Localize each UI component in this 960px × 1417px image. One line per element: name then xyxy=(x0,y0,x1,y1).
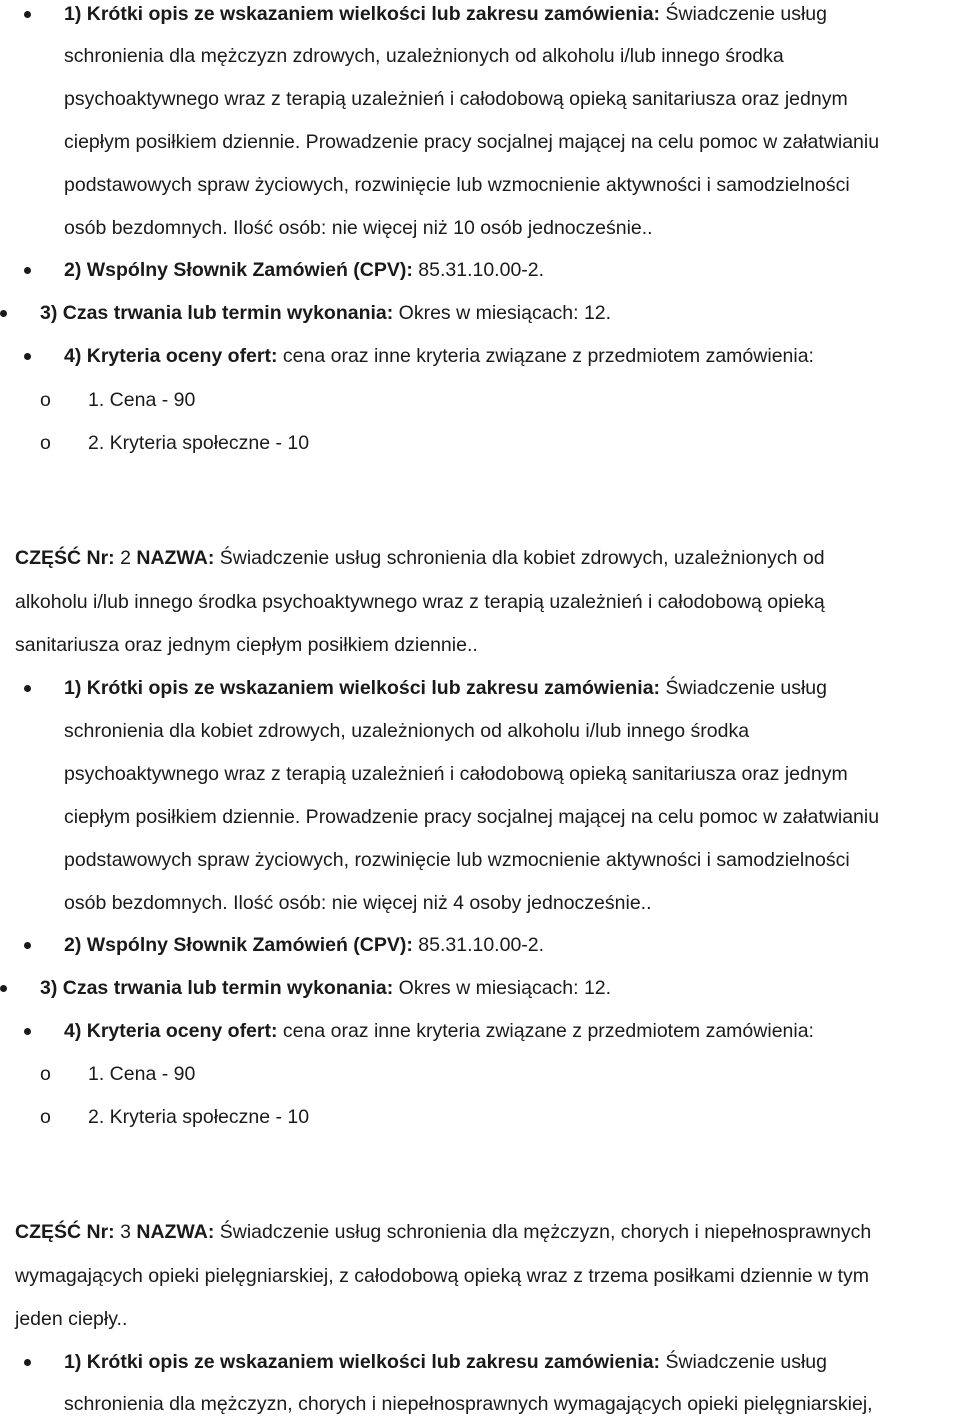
p1-item1-line5: podstawowych spraw życiowych, rozwinięcie lub wzmocnienie aktywności i samodzielności xyxy=(64,174,850,196)
p1-criterion-2: 2. Kryteria społeczne - 10 xyxy=(88,432,310,454)
p1-item1-line6: osób bezdomnych. Ilość osób: nie więcej niż 10 osób jednocześnie.. xyxy=(64,217,653,239)
p1-item2: 2) Wspólny Słownik Zamówień (CPV): 85.31.10.00-2. xyxy=(64,259,545,281)
bullet xyxy=(0,310,7,317)
p3-header-line3: jeden ciepły.. xyxy=(15,1308,128,1330)
bullet xyxy=(24,1359,31,1366)
p2-header-line2: alkoholu i/lub innego środka psychoaktywnego wraz z terapią uzależnień i całodobową opieką xyxy=(15,591,825,613)
bullet xyxy=(24,685,31,692)
p2-item1-line3: psychoaktywnego wraz z terapią uzależnień i całodobową opieką sanitariusza oraz jednym xyxy=(64,763,848,785)
p2-criterion-2: 2. Kryteria społeczne - 10 xyxy=(88,1106,310,1128)
p2-item1-line1: 1) Krótki opis ze wskazaniem wielkości lub zakresu zamówienia: Świadczenie usług xyxy=(64,677,827,699)
p1-item1-heading: 1) Krótki opis ze wskazaniem wielkości lub zakresu zamówienia: xyxy=(64,3,661,25)
circle-bullet: o xyxy=(40,1063,51,1085)
p1-item1-line2: schronienia dla mężczyzn zdrowych, uzależnionych od alkoholu i/lub innego środka xyxy=(64,45,784,67)
p3-item1-line1: 1) Krótki opis ze wskazaniem wielkości lub zakresu zamówienia: Świadczenie usług xyxy=(64,1351,827,1373)
p2-criterion-1: 1. Cena - 90 xyxy=(88,1063,196,1085)
circle-bullet: o xyxy=(40,389,51,411)
bullet xyxy=(24,353,31,360)
p2-item1-line2: schronienia dla kobiet zdrowych, uzależnionych od alkoholu i/lub innego środka xyxy=(64,720,750,742)
p2-item4: 4) Kryteria oceny ofert: cena oraz inne kryteria związane z przedmiotem zamówienia: xyxy=(64,1020,814,1042)
p3-header-line1: CZĘŚĆ Nr: 3 NAZWA: Świadczenie usług schronienia dla mężczyzn, chorych i niepełnosprawnych xyxy=(15,1221,872,1243)
p1-criterion-1: 1. Cena - 90 xyxy=(88,389,196,411)
p2-item1-line4: ciepłym posiłkiem dziennie. Prowadzenie pracy socjalnej mającej na celu pomoc w załatwianiu xyxy=(64,806,880,828)
p3-item1-line2: schronienia dla mężczyzn, chorych i niepełnosprawnych wymagających opieki pielęgniarskiej, xyxy=(64,1393,873,1415)
p3-header-line2: wymagających opieki pielęgniarskiej, z całodobową opieką wraz z trzema posiłkami dziennie w tym xyxy=(15,1265,870,1287)
circle-bullet: o xyxy=(40,1106,51,1128)
bullet xyxy=(24,942,31,949)
p2-header-line3: sanitariusza oraz jednym ciepłym posiłkiem dziennie.. xyxy=(15,634,478,656)
p1-item4: 4) Kryteria oceny ofert: cena oraz inne kryteria związane z przedmiotem zamówienia: xyxy=(64,345,814,367)
p1-item1-line4: ciepłym posiłkiem dziennie. Prowadzenie pracy socjalnej mającej na celu pomoc w załatwianiu xyxy=(64,131,880,153)
bullet xyxy=(24,11,31,18)
p1-item1-line3: psychoaktywnego wraz z terapią uzależnień i całodobową opieką sanitariusza oraz jednym xyxy=(64,88,848,110)
p2-item3: 3) Czas trwania lub termin wykonania: Okres w miesiącach: 12. xyxy=(40,977,612,999)
p2-item2: 2) Wspólny Słownik Zamówień (CPV): 85.31.10.00-2. xyxy=(64,934,545,956)
bullet xyxy=(24,267,31,274)
p2-header-line1: CZĘŚĆ Nr: 2 NAZWA: Świadczenie usług schronienia dla kobiet zdrowych, uzależnionych od xyxy=(15,547,825,569)
bullet xyxy=(24,1028,31,1035)
bullet xyxy=(0,985,7,992)
p1-item1-line1: 1) Krótki opis ze wskazaniem wielkości lub zakresu zamówienia: Świadczenie usług xyxy=(64,3,827,25)
circle-bullet: o xyxy=(40,432,51,454)
p2-item1-line5: podstawowych spraw życiowych, rozwinięcie lub wzmocnienie aktywności i samodzielności xyxy=(64,849,850,871)
p1-item3: 3) Czas trwania lub termin wykonania: Okres w miesiącach: 12. xyxy=(40,302,612,324)
p2-item1-line6: osób bezdomnych. Ilość osób: nie więcej niż 4 osoby jednocześnie.. xyxy=(64,892,652,914)
